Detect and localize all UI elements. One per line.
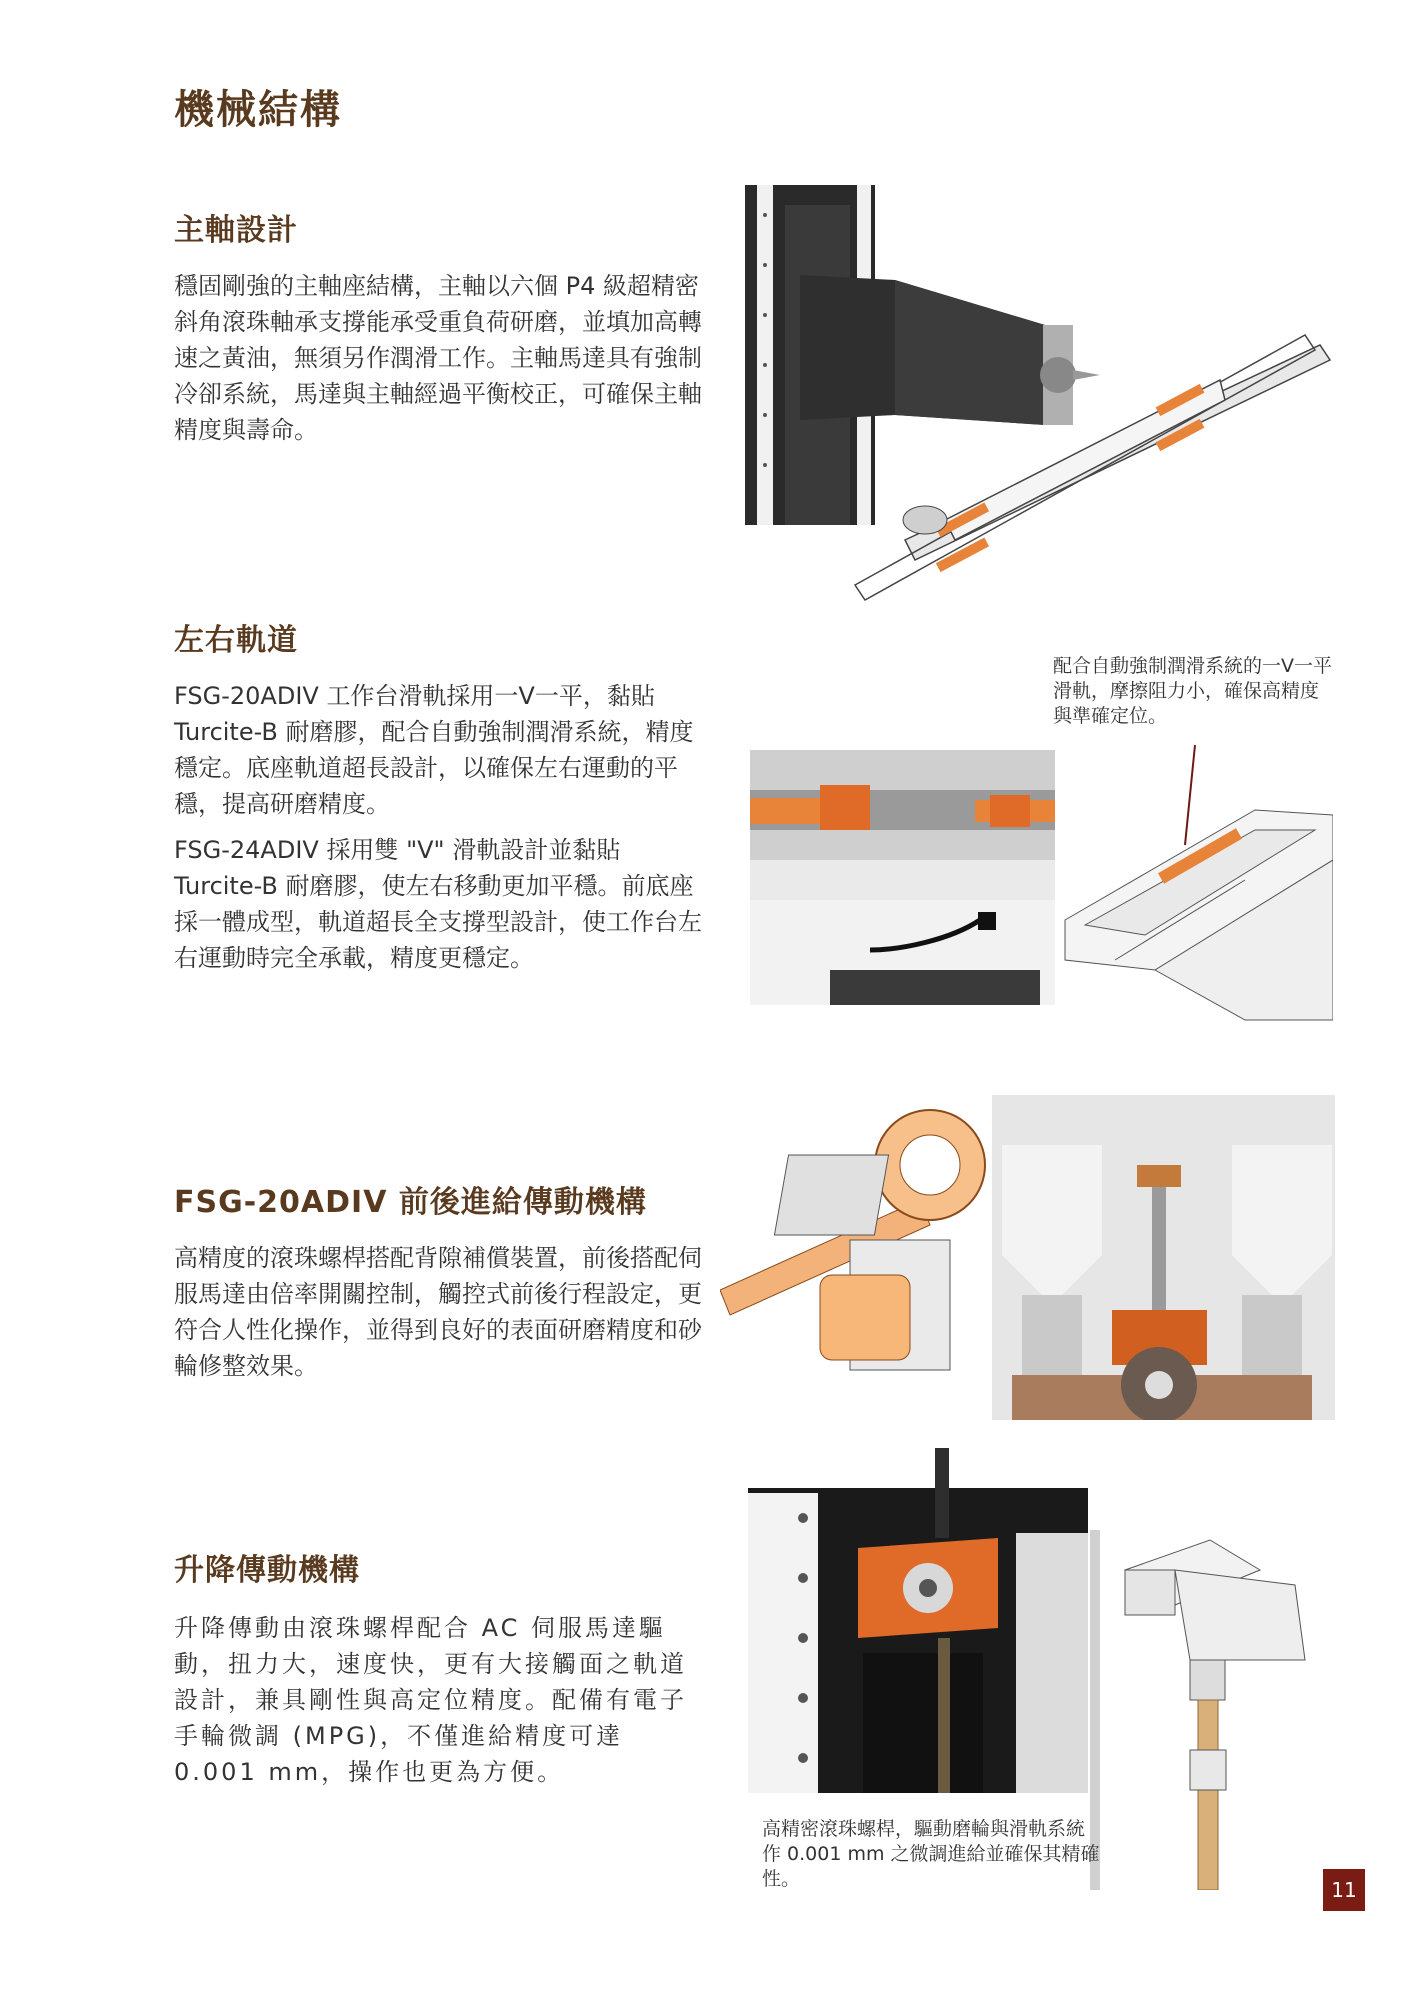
rails-diagram — [1055, 730, 1333, 1030]
lift-diagram — [1090, 1530, 1325, 1890]
lift-caption: 高精密滾珠螺桿，驅動磨輪與滑軌系統作 0.001 mm 之微調進給並確保其精確性。 — [762, 1818, 1100, 1890]
lift-photo — [748, 1448, 1088, 1793]
spindle-image — [745, 185, 1345, 615]
page-number-badge: 11 — [1323, 1869, 1365, 1911]
feed-photo — [992, 1095, 1335, 1420]
feed-diagram — [720, 1090, 990, 1390]
paragraph: 高精度的滾珠螺桿搭配背隙補償裝置，前後搭配伺服馬達由倍率開關控制，觸控式前後行程設定，更符合人性化操作，並得到良好的表面研磨精度和砂輪修整效果。 — [174, 1244, 702, 1380]
page-title: 機械結構 — [174, 87, 342, 133]
section-heading-spindle: 主軸設計 — [174, 213, 298, 248]
section-text-feed — [174, 1240, 704, 1394]
section-heading-rails: 左右軌道 — [174, 623, 298, 658]
paragraph: 升降傳動由滾珠螺桿配合 AC 伺服馬達驅動，扭力大，速度快，更有大接觸面之軌道設計，兼具剛性與高定位精度。配備有電子手輪微調 (MPG)，不僅進給精度可達0.001 mm，操作也更為方便。 — [174, 1614, 687, 1786]
section-text-rails — [174, 678, 704, 986]
section-heading-lift: 升降傳動機構 — [174, 1553, 360, 1588]
paragraph: FSG-24ADIV 採用雙 "V" 滑軌設計並黏貼 Turcite-B 耐磨膠，使左右移動更加平穩。前底座採一體成型，軌道超長全支撐型設計，使工作台左右運動時完全承載，精度更穩定。 — [174, 836, 702, 972]
paragraph: FSG-20ADIV 工作台滑軌採用一V一平，黏貼 Turcite-B 耐磨膠，配合自動強制潤滑系統，精度穩定。底座軌道超長設計，以確保左右運動的平穩，提高研磨精度。 — [174, 682, 694, 818]
paragraph: 穩固剛強的主軸座結構，主軸以六個 P4 級超精密斜角滾珠軸承支撐能承受重負荷研磨，並填加高轉速之黃油，無須另作潤滑工作。主軸馬達具有強制冷卻系統，馬達與主軸經過平衡校正，可確保主軸精度與壽命。 — [174, 272, 702, 444]
section-text-lift — [174, 1610, 704, 1800]
rails-caption: 配合自動強制潤滑系統的一V一平滑軌，摩擦阻力小，確保高精度與準確定位。 — [1053, 655, 1332, 727]
section-text-spindle — [174, 268, 704, 458]
section-heading-feed: FSG-20ADIV 前後進給傳動機構 — [174, 1185, 647, 1220]
